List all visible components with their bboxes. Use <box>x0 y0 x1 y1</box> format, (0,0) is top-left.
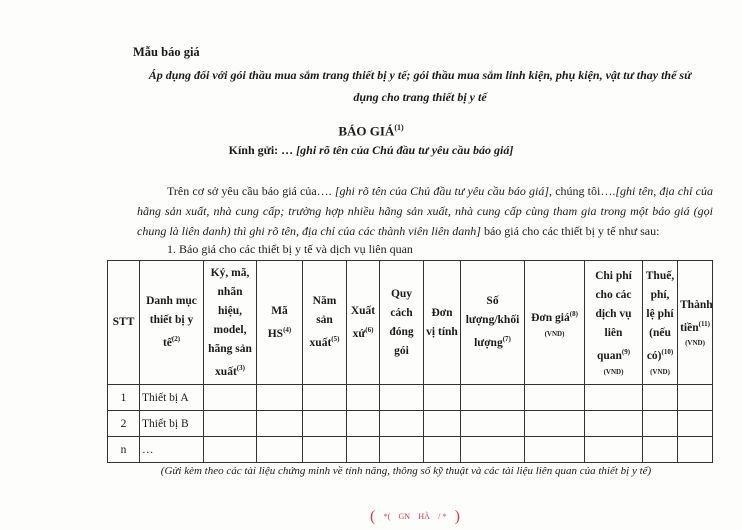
table-cell <box>347 437 380 463</box>
column-header-label: Thuế, phí, lệ phí (nếu có) <box>645 270 675 362</box>
column-header-note: (11) <box>698 319 710 328</box>
table-cell <box>678 411 713 437</box>
column-header-label: Số lượng/khối lượng <box>465 295 520 349</box>
table-cell <box>204 437 257 463</box>
column-header-label: STT <box>112 316 135 328</box>
row-number: n <box>108 437 140 463</box>
column-header-unit: (VND) <box>544 329 565 338</box>
table-cell <box>525 437 585 463</box>
intro-part2: [ghi rõ tên của Chủ đầu tư yêu cầu báo giá] <box>334 184 550 198</box>
column-header-label: Thành tiền <box>680 298 713 334</box>
table-cell <box>347 385 380 411</box>
table-cell <box>204 385 257 411</box>
table-cell <box>204 411 257 437</box>
title-note: (1) <box>394 123 404 132</box>
column-header-note: (2) <box>171 335 181 344</box>
attachment-note: (Gửi kèm theo các tài liệu chứng minh về tính năng, thông số kỹ thuật và các tài liệu liên quan của thiết bị y tế) <box>160 465 652 477</box>
column-header-note: (3) <box>236 363 245 372</box>
intro-part1: Trên cơ sở yêu cầu báo giá của…. <box>167 184 335 198</box>
column-header-12 <box>678 261 713 385</box>
column-header-note: (10) <box>661 348 674 357</box>
table-cell <box>303 411 347 437</box>
column-header-note: (8) <box>569 310 578 319</box>
quote-table <box>107 260 713 463</box>
column-header-note: (5) <box>331 335 340 344</box>
column-header-label: Đơn vị tính <box>426 306 458 338</box>
column-header-label: Ký, mã, nhãn hiệu, model, hãng sản xuất <box>208 266 252 378</box>
table-cell <box>525 411 585 437</box>
table-cell <box>461 411 525 437</box>
column-header-label: Quy cách đóng gói <box>389 287 414 357</box>
red-stamp-fragment: ( *( GN HÀ / * ) <box>370 507 460 525</box>
table-cell <box>643 411 678 437</box>
table-cell <box>678 437 713 463</box>
table-cell <box>257 411 303 437</box>
table-cell <box>424 437 461 463</box>
column-header-3 <box>257 261 303 385</box>
column-header-unit: (VND) <box>650 367 670 376</box>
row-item-name: … <box>140 437 204 463</box>
table-row <box>108 411 713 437</box>
table-cell <box>257 437 303 463</box>
table-cell <box>380 385 424 411</box>
column-header-label: Chi phí cho các dịch vụ liên quan <box>595 270 632 362</box>
table-cell <box>257 385 303 411</box>
intro-part5: báo giá cho các thiết bị y tế như sau: <box>480 224 660 238</box>
column-header-note: (9) <box>621 348 631 357</box>
table-cell <box>525 385 585 411</box>
column-header-6 <box>380 261 424 385</box>
column-header-label: Năm sản xuất <box>309 295 337 349</box>
column-header-5 <box>347 261 380 385</box>
table-cell <box>380 411 424 437</box>
table-cell <box>303 385 347 411</box>
recipient-line <box>0 143 742 158</box>
row-number: 2 <box>108 411 140 437</box>
table-cell <box>424 411 461 437</box>
table-cell <box>585 385 643 411</box>
table-cell <box>380 437 424 463</box>
table-header-row <box>108 261 713 385</box>
column-header-note: (6) <box>365 325 374 334</box>
form-label: Mẫu báo giá <box>133 45 200 59</box>
column-header-11 <box>643 261 678 385</box>
row-item-name: Thiết bị A <box>140 385 204 411</box>
column-header-4 <box>303 261 347 385</box>
column-header-label: Danh mục thiết bị y tế <box>146 295 197 349</box>
table-cell <box>643 437 678 463</box>
column-header-1 <box>140 261 204 385</box>
section-heading: 1. Báo giá cho các thiết bị y tế và dịch vụ liên quan <box>167 242 413 256</box>
scope-statement: Áp dụng đối với gói thầu mua sắm trang thiết bị y tế; gói thầu mua sắm linh kiện, phụ kiện, vật tư thay thế sử dụng cho trang thiết bị y tế <box>148 68 692 104</box>
column-header-note: (7) <box>502 335 511 344</box>
table-cell <box>643 385 678 411</box>
column-header-unit: (VND) <box>685 339 705 348</box>
title-text: BÁO GIÁ <box>338 123 395 139</box>
table-cell <box>303 437 347 463</box>
column-header-2 <box>204 261 257 385</box>
table-cell <box>461 437 525 463</box>
column-header-10 <box>585 261 643 385</box>
document-title <box>0 123 742 139</box>
column-header-0 <box>108 261 140 385</box>
row-number: 1 <box>108 385 140 411</box>
column-header-label: Đơn giá <box>531 311 570 324</box>
recipient-prefix: Kính gửi: … <box>228 143 297 157</box>
table-cell <box>424 385 461 411</box>
table-cell <box>585 437 643 463</box>
column-header-7 <box>424 261 461 385</box>
intro-part3: , chúng tôi…. <box>549 184 616 198</box>
recipient-placeholder: [ghi rõ tên của Chủ đầu tư yêu cầu báo giá] <box>296 143 514 157</box>
row-item-name: Thiết bị B <box>140 411 204 437</box>
table-cell <box>585 411 643 437</box>
column-header-note: (4) <box>283 325 292 334</box>
column-header-9 <box>525 261 585 385</box>
table-cell <box>461 385 525 411</box>
table-row <box>108 385 713 411</box>
table-cell <box>347 411 380 437</box>
table-row <box>108 437 713 463</box>
column-header-8 <box>461 261 525 385</box>
table-cell <box>678 385 713 411</box>
intro-paragraph <box>137 181 713 241</box>
column-header-unit: (VND) <box>603 367 624 376</box>
intro-part4: [ghi tên, địa chỉ của hãng sản xuất, nhà cung cấp; trường hợp nhiều hãng sản xuất, nhà cung cấp cùng tham gia trong một báo giá (gọi chung là liên danh) thì ghi rõ tên, địa chỉ của các thành viên liên danh] <box>137 184 713 238</box>
column-header-label: Xuất xứ <box>350 304 376 340</box>
column-header-label: Mã HS <box>267 304 288 340</box>
